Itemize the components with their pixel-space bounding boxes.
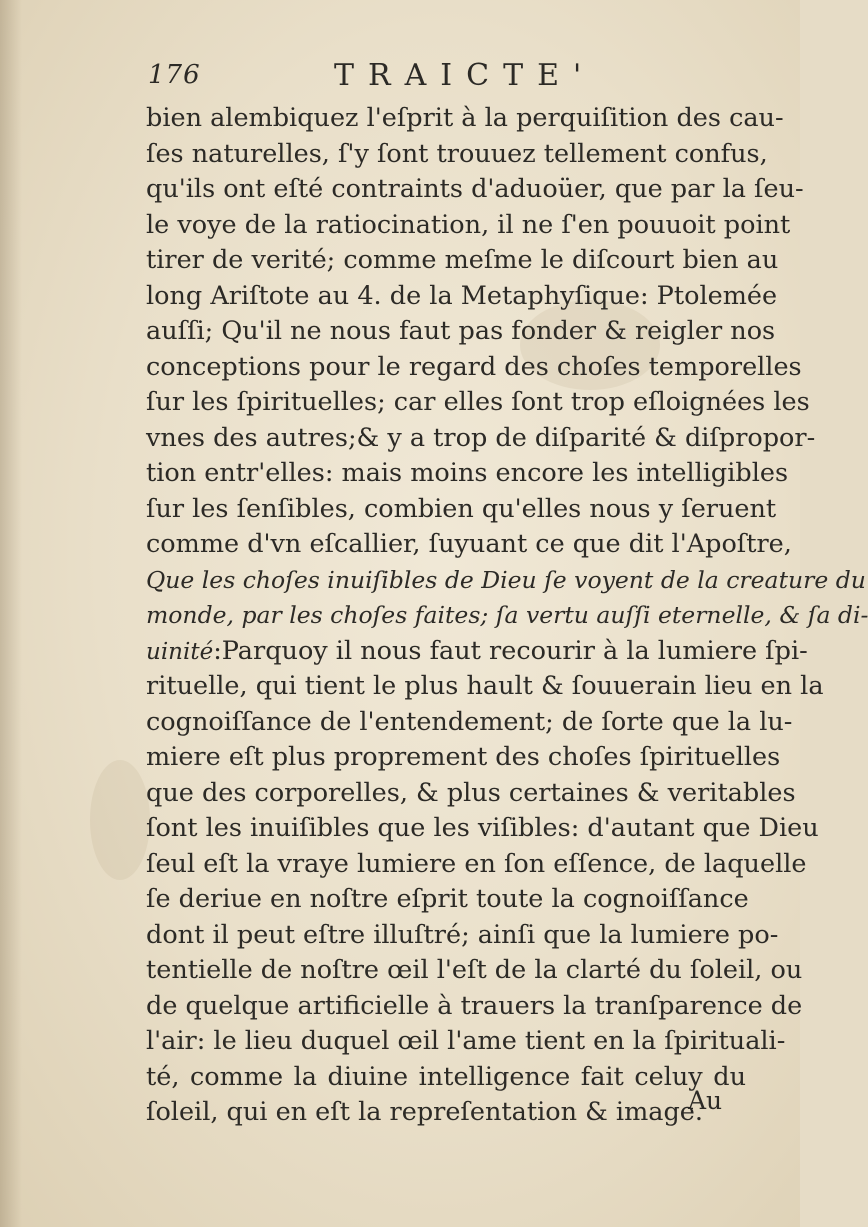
italic-quotation-end: uinité bbox=[146, 638, 214, 665]
page-number: 176 bbox=[148, 60, 201, 90]
text-segment: :Parquoy il nous faut recourir à la lumiere ſpi- bbox=[213, 635, 808, 666]
text-line: de quelque artificielle à trauers la tranſparence de bbox=[146, 990, 803, 1021]
text-line: ſeul eſt la vraye lumiere en ſon eſſence, de laquelle bbox=[146, 848, 807, 879]
text-line: auſſi; Qu'il ne nous faut pas fonder & reigler nos bbox=[146, 316, 776, 346]
text-line: ſont les inuiſibles que les viſibles: d'autant que Dieu bbox=[146, 813, 819, 843]
text-line: que des corporelles, & plus certaines & veritables bbox=[146, 777, 796, 808]
text-line: tentielle de noſtre œil l'eſt de la clarté du ſoleil, ou bbox=[146, 955, 803, 985]
text-line: vnes des autres;& y a trop de diſparité & diſpropor- bbox=[146, 422, 816, 453]
running-title: TRAICTE' bbox=[334, 58, 596, 93]
text-line: ſur les ſenſibles, combien qu'elles nous y ſeruent bbox=[146, 493, 777, 524]
text-line: le voye de la ratiocination, il ne ſ'en pouuoit point bbox=[146, 209, 791, 240]
text-line: té, comme la diuine intelligence fait celuy du bbox=[146, 1061, 746, 1092]
text-line: qu'ils ont eſté contraints d'aduoüer, que par la ſeu- bbox=[146, 174, 804, 204]
text-line: ſoleil, qui en eſt la repreſentation & image. bbox=[146, 1097, 703, 1127]
text-line bbox=[146, 634, 808, 670]
gutter-shadow bbox=[0, 0, 22, 1227]
text-line: long Ariſtote au 4. de la Metaphyſique: Ptolemée bbox=[146, 280, 778, 311]
text-line: tion entr'elles: mais moins encore les intelligibles bbox=[146, 458, 789, 488]
italic-quotation-line: monde, par les choſes faites; ſa vertu auſſi eternelle, & ſa di- bbox=[146, 601, 868, 629]
text-line: dont il peut eſtre illuſtré; ainſi que la lumiere po- bbox=[146, 919, 779, 950]
body-text bbox=[146, 101, 868, 1131]
text-line: ſe deriue en noſtre eſprit toute la cognoiſſance bbox=[146, 884, 749, 914]
text-line: ſes naturelles, ſ'y ſont trouuez tellement confus, bbox=[146, 138, 768, 169]
text-line: bien alembiquez l'eſprit à la perquiſition des cau- bbox=[146, 103, 784, 133]
running-head bbox=[148, 58, 768, 102]
text-line: conceptions pour le regard des choſes temporelles bbox=[146, 351, 802, 382]
text-line: comme d'vn eſcallier, ſuyuant ce que dit l'Apoſtre, bbox=[146, 529, 792, 559]
text-line: rituelle, qui tient le plus hault & ſouuerain lieu en la bbox=[146, 671, 824, 701]
text-line: ſur les ſpirituelles; car elles ſont trop eſloignées les bbox=[146, 387, 810, 417]
text-line: miere eſt plus proprement des choſes ſpirituelles bbox=[146, 742, 781, 772]
text-line: tirer de verité; comme meſme le diſcourt bien au bbox=[146, 245, 779, 275]
catchword: Au bbox=[688, 1086, 723, 1115]
text-line: cognoiſſance de l'entendement; de ſorte que la lu- bbox=[146, 706, 793, 737]
text-line: l'air: le lieu duquel œil l'ame tient en la ſpirituali- bbox=[146, 1026, 786, 1056]
italic-quotation-line: Que les choſes inuiſibles de Dieu ſe voyent de la creature du bbox=[146, 565, 866, 594]
paper-stain bbox=[90, 760, 150, 880]
